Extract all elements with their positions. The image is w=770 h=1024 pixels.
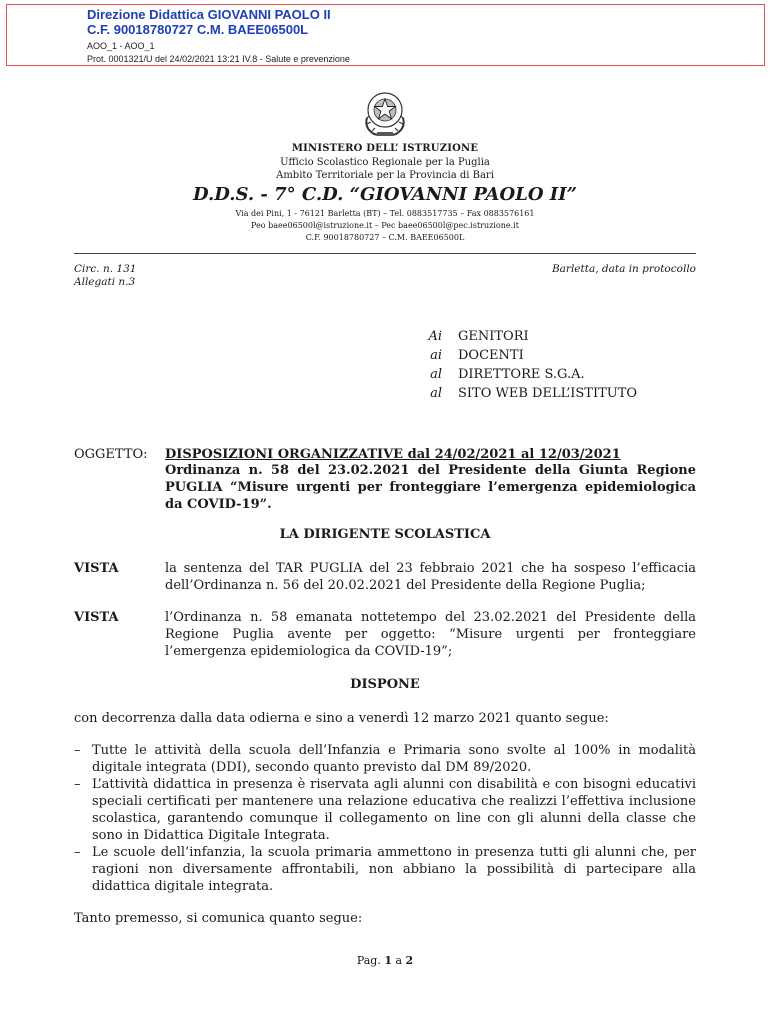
recipient-name: GENITORI	[458, 329, 529, 344]
list-item	[74, 844, 696, 895]
protocol-stamp	[6, 4, 765, 66]
school-title: D.D.S. - 7° C.D. “GIOVANNI PAOLO II”	[193, 184, 577, 205]
territorial-ambit: Ambito Territoriale per la Provincia di Bari	[276, 170, 494, 181]
bullet-dash: –	[74, 777, 81, 792]
subject-ordinance: Ordinanza n. 58 del 23.02.2021 del Presidente della Giunta Regione PUGLIA “Misure urgenti per fronteggiare l’emergenza epidemiologica da COVID-19”.	[165, 463, 696, 512]
page-prefix: Pag.	[356, 954, 385, 967]
recipient-prefix: Ai	[428, 329, 442, 344]
list-item	[74, 742, 696, 776]
vista-text: l’Ordinanza n. 58 emanata nottetempo del 23.02.2021 del Presidente della Regione Puglia avente per oggetto: “Misure urgenti per fronteggiare l’emergenza epidemiologica da COVID-19”;	[165, 610, 696, 659]
decorrenza-text: con decorrenza dalla data odierna e sino a venerdì 12 marzo 2021 quanto segue:	[74, 711, 609, 726]
list-item-text: Le scuole dell’infanzia, la scuola primaria ammettono in presenza tutti gli alunni che, per ragioni non diversamente affrontabili, non abbiano la possibilità di partecipare alla didattica digitale integrata.	[92, 845, 696, 894]
list-item-text: Tutte le attività della scuola dell’Infanzia e Primaria sono svolte al 100% in modalità digitale integrata (DDI), secondo quanto previsto dal DM 89/2020.	[92, 743, 696, 775]
closing-text: Tanto premesso, si comunica quanto segue:	[74, 911, 363, 926]
stamp-codes: C.F. 90018780727 C.M. BAEE06500L	[87, 22, 309, 37]
subject-title	[165, 446, 696, 463]
stamp-protocol: Prot. 0001321/U del 24/02/2021 13:21 IV.8 - Salute e prevenzione	[87, 54, 350, 64]
signatory-heading: LA DIRIGENTE SCOLASTICA	[279, 527, 491, 542]
recipient-prefix: ai	[430, 348, 442, 363]
list-item-text: L’attività didattica in presenza è riservata agli alunni con disabilità e con bisogni educativi speciali certificati per mantenere una relazione educativa che realizzi l’effettiva inclusione scolastica, garantendo comunque il collegamento on line con gli alunni della classe che sono in Didattica Digitale Integrata.	[92, 777, 696, 843]
page-total: 2	[405, 954, 414, 967]
vista-label: VISTA	[74, 561, 119, 576]
vista-text: la sentenza del TAR PUGLIA del 23 febbraio 2021 che ha sospeso l’efficacia dell’Ordinanza n. 56 del 20.02.2021 del Presidente della Regione Puglia;	[165, 561, 696, 593]
bullet-dash: –	[74, 845, 81, 860]
recipient-name: DOCENTI	[458, 348, 524, 363]
stamp-school-name: Direzione Didattica GIOVANNI PAOLO II	[87, 7, 331, 22]
ministry-name: MINISTERO DELL’ ISTRUZIONE	[291, 143, 479, 154]
page-number	[0, 954, 770, 967]
circular-number: Circ. n. 131	[74, 263, 137, 275]
recipient-prefix: al	[430, 386, 442, 401]
place-date: Barletta, data in protocollo	[551, 263, 696, 275]
school-codes: C.F. 90018780727 – C.M. BAEE06500L	[305, 233, 465, 242]
page-sep: a	[391, 954, 406, 967]
recipient-prefix: al	[430, 367, 442, 382]
dispone-heading: DISPONE	[350, 677, 420, 692]
page-current: 1	[384, 954, 392, 967]
header-divider	[74, 253, 696, 254]
bullet-dash: –	[74, 743, 81, 758]
subject-label: OGGETTO:	[74, 447, 148, 462]
italian-republic-emblem-icon	[360, 88, 410, 138]
recipient-name: SITO WEB DELL’ISTITUTO	[458, 386, 638, 401]
regional-office: Ufficio Scolastico Regionale per la Puglia	[280, 157, 490, 168]
attachments-count: Allegati n.3	[74, 276, 136, 288]
stamp-aoo: AOO_1 - AOO_1	[87, 41, 155, 51]
subject-title-text: DISPOSIZIONI ORGANIZZATIVE dal 24/02/2021 al 12/03/2021	[165, 447, 621, 462]
recipient-name: DIRETTORE S.G.A.	[458, 367, 585, 382]
vista-label: VISTA	[74, 610, 119, 625]
list-item	[74, 776, 696, 844]
school-address: Via dei Pini, 1 - 76121 Barletta (BT) – Tel. 0883517735 – Fax 0883576161	[235, 209, 535, 218]
school-emails: Peo baee06500l@istruzione.it – Pec baee06500l@pec.istruzione.it	[251, 221, 519, 230]
